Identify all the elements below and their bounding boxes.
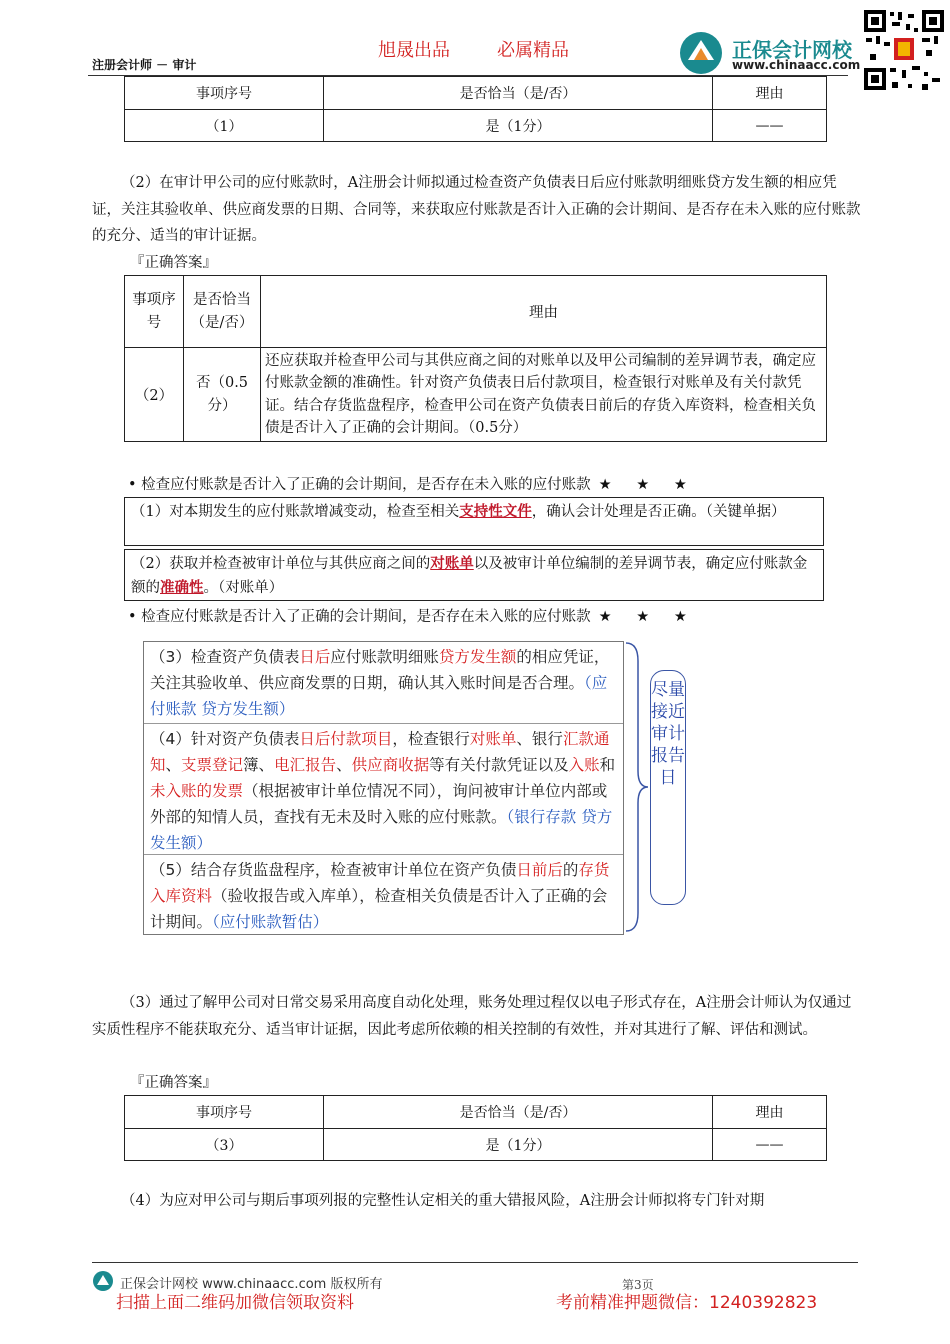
table-header-cell: 是否恰当（是/否） xyxy=(324,77,713,110)
procedure-box-1 xyxy=(124,497,824,546)
table-cell-reason: 还应获取并检查甲公司与其供应商之间的对账单以及甲公司编制的差异调节表，确定应付账款金额的准确性。针对资产负债表日后付款项目，检查银行对账单及有关付款凭证。结合存货监盘程序，检查甲公司在资产负债表日前后的存货入库资料，检查相关负债是否计入了正确的会计期间。（0.5分） xyxy=(261,348,827,442)
header-slogan-right: 必属精品 xyxy=(497,40,569,61)
qr-code-icon xyxy=(862,8,946,92)
box1-emphasis: 支持性文件 xyxy=(459,503,532,520)
answer-table-3 xyxy=(124,1095,827,1161)
procedure-figure xyxy=(143,641,624,935)
bullet-text: 检查应付账款是否计入了正确的会计期间，是否存在未入账的应付账款 xyxy=(141,477,591,493)
box1-text-pre: （1）对本期发生的应付账款增减变动，检查至相关 xyxy=(131,504,460,520)
table-header-cell: 理由 xyxy=(261,276,827,348)
answer-label: 『正确答案』 xyxy=(130,1075,217,1091)
table-cell: 否（0.5分） xyxy=(184,348,261,442)
course-title: 注册会计师 － 审计 xyxy=(92,58,197,72)
procedure-box-2 xyxy=(124,549,824,601)
brand-name: 正保会计网校 xyxy=(732,38,852,62)
question-paragraph-4: （4）为应对甲公司与期后事项列报的完整性认定相关的重大错报风险，A注册会计师拟将专门针对期 xyxy=(121,1193,765,1209)
brand-logo-icon xyxy=(678,30,724,76)
side-note: 尽量接近审计报告日 xyxy=(650,670,686,905)
bullet-heading-2: • 检查应付账款是否计入了正确的会计期间，是否存在未入账的应付账款 ★ ★ ★ xyxy=(128,609,697,625)
footer-promo-left: 扫描上面二维码加微信领取资料 xyxy=(116,1293,354,1313)
box1-text-post: ，确认会计处理是否正确。（关键单据） xyxy=(531,504,786,520)
table-cell: （3） xyxy=(125,1129,324,1161)
footer-copyright: 正保会计网校 www.chinaacc.com 版权所有 xyxy=(120,1277,383,1292)
table-header-cell: 是否恰当（是/否） xyxy=(324,1096,713,1129)
box2-emphasis-1: 对账单 xyxy=(430,555,474,572)
table-header-cell: 事项序号 xyxy=(125,276,184,348)
box2-text-post: 。（对账单） xyxy=(203,580,284,596)
answer-table-1 xyxy=(124,76,827,142)
answer-table-2 xyxy=(124,275,827,442)
answer-label: 『正确答案』 xyxy=(130,255,217,271)
box2-text-mid: 以及被审计单位编制的差异调节表，确定应付账款金额的 xyxy=(131,556,808,596)
table-header-cell: 是否恰当（是/否） xyxy=(184,276,261,348)
star-rating-icon: ★ ★ ★ xyxy=(598,609,697,625)
star-rating-icon: ★ ★ ★ xyxy=(598,477,697,493)
table-cell: 是（1分） xyxy=(324,1129,713,1161)
table-cell: （1） xyxy=(125,110,324,142)
table-cell: —— xyxy=(713,1129,827,1161)
table-header-cell: 理由 xyxy=(713,1096,827,1129)
bullet-heading-1: • 检查应付账款是否计入了正确的会计期间，是否存在未入账的应付账款 ★ ★ ★ xyxy=(128,477,697,493)
page-number: 第3页 xyxy=(622,1278,654,1292)
figure-procedure-5: （5）结合存货监盘程序，检查被审计单位在资产负债日前后的存货入库资料（验收报告或入库单），检查相关负债是否计入了正确的会计期间。（应付账款暂估） xyxy=(150,861,610,931)
box2-text-pre: （2）获取并检查被审计单位与其供应商之间的 xyxy=(131,556,431,572)
brace-icon xyxy=(624,641,650,933)
footer-promo-right: 考前精准押题微信：1240392823 xyxy=(556,1293,818,1313)
question-paragraph-2: （2）在审计甲公司的应付账款时，A注册会计师拟通过检查资产负债表日后应付账款明细账贷方发生额的相应凭证，关注其验收单、供应商发票的日期、合同等，来获取应付账款是否计入正确的会计期间、是否存在未入账的应付账款的充分、适当的审计证据。 xyxy=(92,175,861,244)
figure-procedure-4: （4）针对资产负债表日后付款项目，检查银行对账单、银行汇款通知、支票登记簿、电汇报告、供应商收据等有关付款凭证以及入账和未入账的发票（根据被审计单位情况不同），询问被审计单位内部或外部的知情人员，查找有无未及时入账的应付账款。（银行存款 贷方发生额） xyxy=(144,724,623,855)
table-header-cell: 事项序号 xyxy=(125,77,324,110)
question-paragraph-3: （3）通过了解甲公司对日常交易采用高度自动化处理，账务处理过程仅以电子形式存在，A注册会计师认为仅通过实质性程序不能获取充分、适当审计证据，因此考虑所依赖的相关控制的有效性，并对其进行了解、评估和测试。 xyxy=(92,995,852,1038)
footer-logo-icon xyxy=(92,1270,114,1292)
box2-emphasis-2: 准确性 xyxy=(160,579,204,596)
table-cell: —— xyxy=(713,110,827,142)
brand-url: www.chinaacc.com xyxy=(732,58,861,72)
table-cell: 是（1分） xyxy=(324,110,713,142)
footer-divider xyxy=(92,1262,858,1263)
bullet-text: 检查应付账款是否计入了正确的会计期间，是否存在未入账的应付账款 xyxy=(141,609,591,625)
table-header-cell: 事项序号 xyxy=(125,1096,324,1129)
table-cell: （2） xyxy=(125,348,184,442)
figure-procedure-3: （3）检查资产负债表日后应付账款明细账贷方发生额的相应凭证，关注其验收单、供应商发票的日期，确认其入账时间是否合理。（应付账款 贷方发生额） xyxy=(144,642,623,724)
header-slogan-left: 旭晟出品 xyxy=(378,40,450,61)
table-header-cell: 理由 xyxy=(713,77,827,110)
